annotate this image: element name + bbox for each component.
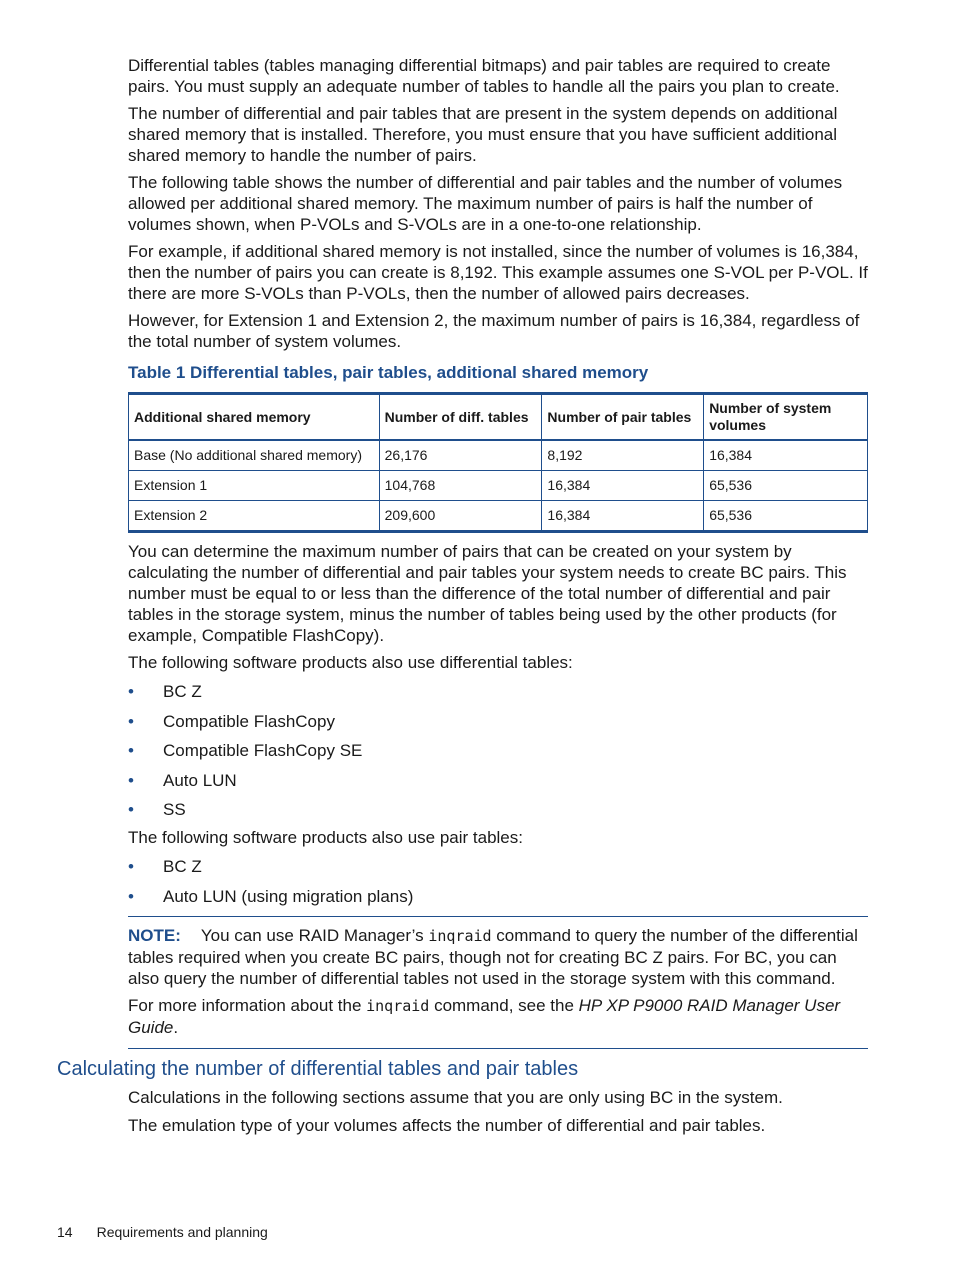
note-label: NOTE:	[128, 926, 181, 945]
section-text	[128, 1087, 868, 1136]
bullet-icon: •	[128, 857, 134, 877]
table-cell: 8,192	[542, 440, 704, 471]
intro-paragraph: The number of differential and pair tables that are present in the system depends on additional shared memory that is installed. Therefore, you must ensure that you have sufficient additional shared memory to handle the number of pairs.	[128, 104, 838, 165]
bullet-icon: •	[128, 770, 134, 790]
page-footer	[57, 1223, 268, 1241]
list-item: • Compatible FlashCopy SE	[128, 741, 363, 761]
bullet-icon: •	[128, 800, 134, 820]
table-cell: 104,768	[379, 471, 542, 501]
note-box	[128, 916, 868, 1049]
table-cell: 16,384	[542, 501, 704, 532]
table-cell: Extension 2	[129, 501, 380, 532]
bullet-icon: •	[128, 886, 134, 906]
note-paragraph: For more information about the inqraid command, see the HP XP P9000 RAID Manager User Guide.	[128, 996, 841, 1037]
list-item: • Compatible FlashCopy	[128, 711, 335, 731]
diff-list-intro: The following software products also use differential tables:	[128, 653, 573, 672]
intro-paragraph: For example, if additional shared memory is not installed, since the number of volumes is 16,384, then the number of pairs you can create is 8,192. This example assumes one S-VOL per P-VOL. If there are more S-VOLs than P-VOLs, then the number of allowed pairs decreases.	[128, 242, 868, 303]
page-number: 14	[57, 1224, 73, 1240]
column-header: Additional shared memory	[129, 394, 380, 441]
intro-paragraph: Differential tables (tables managing differential bitmaps) and pair tables are required to create pairs. You must supply an adequate number of tables to handle all the pairs you plan to create.	[128, 56, 840, 96]
bullet-icon: •	[128, 711, 134, 731]
pair-products-list	[128, 856, 868, 907]
list-item: • Auto LUN	[128, 770, 237, 790]
after-table-text	[128, 541, 868, 907]
table-cell: 65,536	[704, 501, 868, 532]
column-header: Number of system volumes	[704, 394, 868, 441]
column-header: Number of pair tables	[542, 394, 704, 441]
shared-memory-table	[128, 392, 868, 533]
guide-title: HP XP P9000 RAID Manager User Guide	[128, 996, 841, 1037]
body-paragraph: You can determine the maximum number of pairs that can be created on your system by calculating the number of differential and pair tables your system needs to create BC pairs. This number must be equal to or less than the difference of the total number of differential and pair tables in the storage system, minus the number of tables being used by the other products (for example, Compatible FlashCopy).	[128, 542, 847, 645]
bullet-icon: •	[128, 741, 134, 761]
intro-paragraph: However, for Extension 1 and Extension 2, the maximum number of pairs is 16,384, regardless of the total number of system volumes.	[128, 311, 860, 351]
note-paragraph: NOTE: You can use RAID Manager’s inqraid command to query the number of the differential tables required when you create BC pairs, though not for creating BC Z pairs. For BC, you can also query the number of differential tables not used in the storage system with this command.	[128, 926, 858, 988]
list-item: • SS	[128, 800, 186, 820]
table-cell: 16,384	[542, 471, 704, 501]
table-cell: 26,176	[379, 440, 542, 471]
list-item: • BC Z	[128, 857, 202, 877]
list-item: • Auto LUN (using migration plans)	[128, 886, 414, 906]
table-cell: 65,536	[704, 471, 868, 501]
table-cell: Extension 1	[129, 471, 380, 501]
table-cell: 16,384	[704, 440, 868, 471]
inline-code: inqraid	[428, 927, 492, 945]
intro-paragraph: The following table shows the number of differential and pair tables and the number of volumes allowed per additional shared memory. The maximum number of pairs is half the number of volumes shown, when P-VOLs and S-VOLs are in a one-to-one relationship.	[128, 173, 843, 234]
table-cell: Base (No additional shared memory)	[129, 440, 380, 471]
intro-text	[128, 55, 868, 352]
column-header: Number of diff. tables	[379, 394, 542, 441]
table-row	[129, 471, 868, 501]
diff-products-list	[128, 681, 868, 820]
inline-code: inqraid	[366, 997, 430, 1015]
table-row	[129, 501, 868, 532]
section-heading: Calculating the number of differential tables and pair tables	[57, 1058, 579, 1080]
pair-list-intro: The following software products also use pair tables:	[128, 828, 523, 848]
table-header-row	[129, 394, 868, 441]
list-item: • BC Z	[128, 682, 202, 701]
section-paragraph: The emulation type of your volumes affects the number of differential and pair tables.	[128, 1116, 766, 1135]
section-paragraph: Calculations in the following sections assume that you are only using BC in the system.	[128, 1088, 783, 1107]
bullet-icon: •	[128, 682, 134, 701]
table-caption: Table 1 Differential tables, pair tables, additional shared memory	[128, 363, 649, 382]
table-row	[129, 440, 868, 471]
footer-section-title: Requirements and planning	[96, 1224, 268, 1240]
table-cell: 209,600	[379, 501, 542, 532]
